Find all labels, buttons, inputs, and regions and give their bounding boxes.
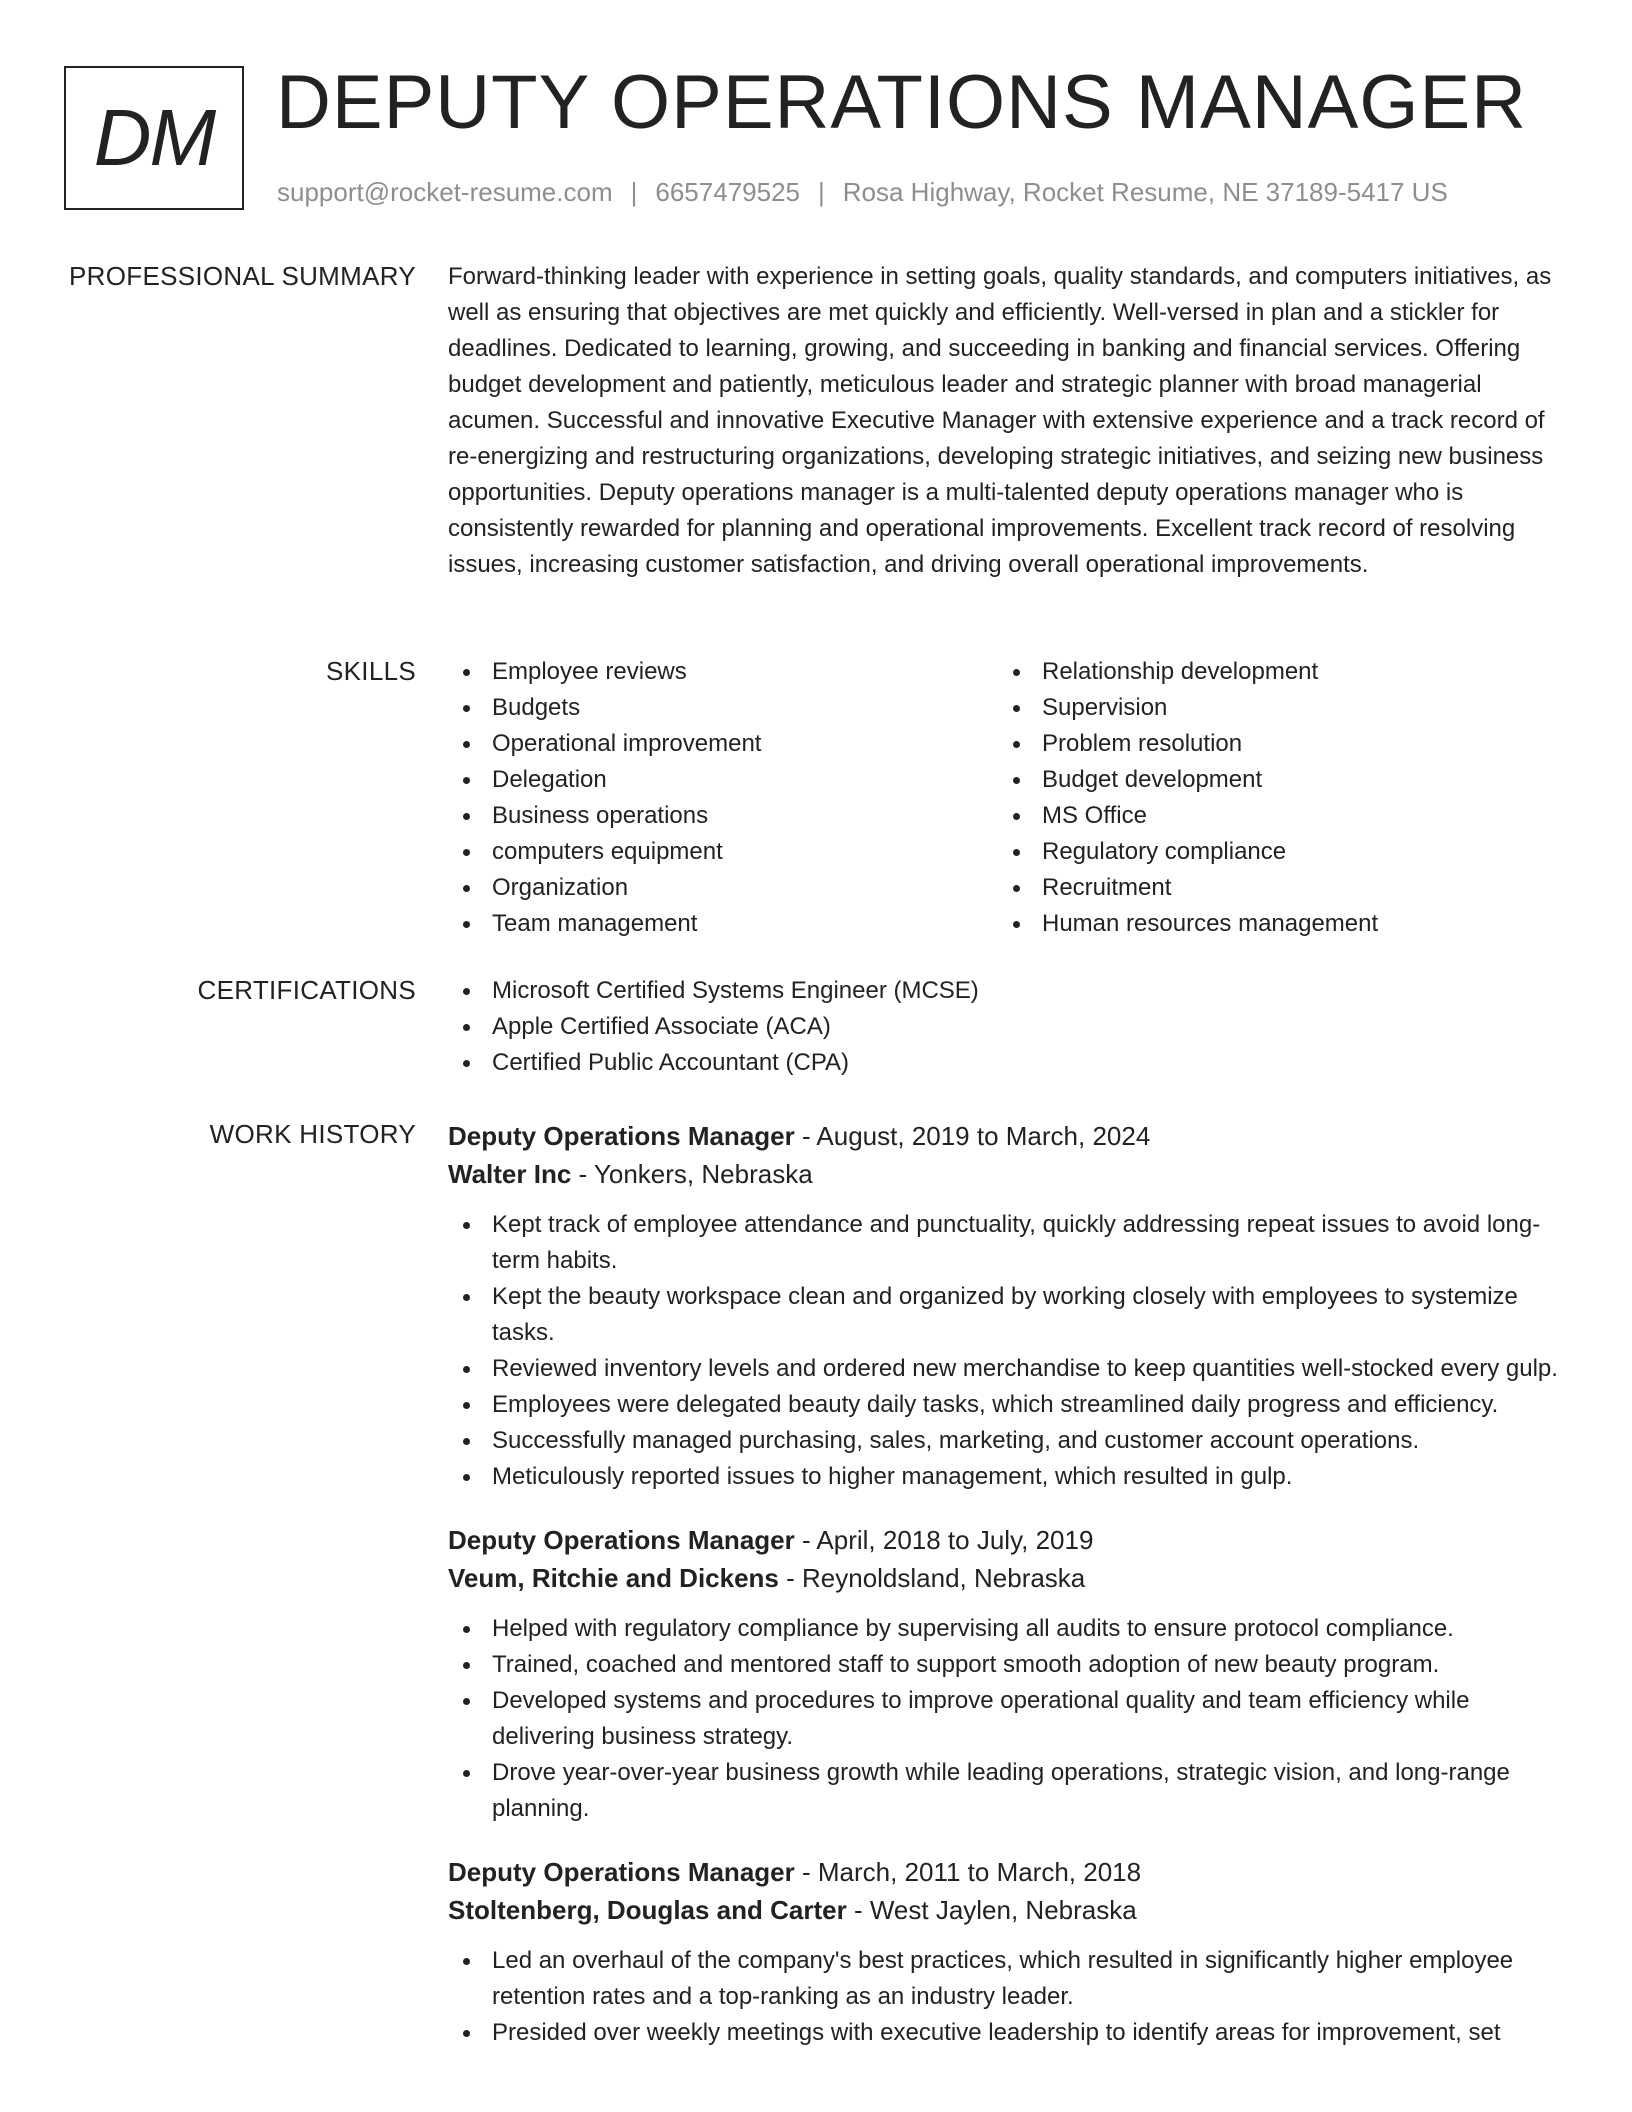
- summary-text: Forward-thinking leader with experience in setting goals, quality standards, and computers initiatives, as well as ensuring that objectives are met quickly and efficiently. Well-versed in plan and a stickler for deadlines. Dedicated to learning, growing, and succeeding in banking and financial services. Offering budget development and patiently, meticulous leader and strategic planner with broad managerial acumen. Successful and innovative Executive Manager with extensive experience and a track record of re-energizing and restructuring organizations, developing strategic initiatives, and seizing new business opportunities. Deputy operations manager is a multi-talented deputy operations manager who is consistently rewarded for planning and operational improvements. Excellent track record of resolving issues, increasing customer satisfaction, and driving overall operational improvements.: [448, 263, 1552, 578]
- contact-phone[interactable]: 6657479525: [655, 177, 800, 207]
- certifications-body: [448, 973, 1568, 1081]
- list-item: Certified Public Accountant (CPA): [448, 1045, 1568, 1081]
- job-role: Deputy Operations Manager: [448, 1121, 795, 1151]
- list-item: Reviewed inventory levels and ordered new merchandise to keep quantities well-stocked every gulp.: [448, 1351, 1568, 1387]
- list-item: Led an overhaul of the company's best practices, which resulted in significantly higher employee retention rates and a top-ranking as an industry leader.: [448, 1943, 1568, 2015]
- list-item: Problem resolution: [998, 726, 1548, 762]
- list-item: Supervision: [998, 690, 1548, 726]
- list-item: Human resources management: [998, 906, 1548, 942]
- list-item: Budget development: [998, 762, 1548, 798]
- list-item: Team management: [448, 906, 998, 942]
- job-bullets: [448, 1943, 1568, 2051]
- contact-email[interactable]: support@rocket-resume.com: [277, 177, 613, 207]
- list-item: Budgets: [448, 690, 998, 726]
- skills-list-left: [448, 654, 998, 942]
- list-item: MS Office: [998, 798, 1548, 834]
- contact-line: [277, 175, 1448, 209]
- list-item: Trained, coached and mentored staff to support smooth adoption of new beauty program.: [448, 1647, 1568, 1683]
- job-company: Walter Inc: [448, 1159, 572, 1189]
- job-dates: - April, 2018 to July, 2019: [794, 1525, 1094, 1555]
- contact-address: Rosa Highway, Rocket Resume, NE 37189-5417 US: [842, 177, 1448, 207]
- list-item: Kept track of employee attendance and punctuality, quickly addressing repeat issues to avoid long-term habits.: [448, 1207, 1568, 1279]
- skills-body: [448, 654, 1568, 942]
- resume-header: [0, 0, 1632, 240]
- job-role: Deputy Operations Manager: [448, 1857, 795, 1887]
- summary-body: [448, 259, 1568, 583]
- list-item: Drove year-over-year business growth while leading operations, strategic vision, and long-range planning.: [448, 1755, 1568, 1827]
- section-title-certifications: CERTIFICATIONS: [197, 975, 416, 1005]
- list-item: Helped with regulatory compliance by supervising all audits to ensure protocol compliance.: [448, 1611, 1568, 1647]
- list-item: Meticulously reported issues to higher management, which resulted in gulp.: [448, 1459, 1568, 1495]
- list-item: Business operations: [448, 798, 998, 834]
- job-dates: - August, 2019 to March, 2024: [794, 1121, 1151, 1151]
- list-item: Delegation: [448, 762, 998, 798]
- job-entry: [448, 1117, 1568, 1495]
- monogram-box: [64, 66, 244, 210]
- monogram-initials: DM: [93, 93, 215, 182]
- job-role: Deputy Operations Manager: [448, 1525, 795, 1555]
- job-company-line: [448, 1891, 1568, 1929]
- list-item: computers equipment: [448, 834, 998, 870]
- job-title-line: [448, 1521, 1568, 1559]
- job-title-line: [448, 1853, 1568, 1891]
- skills-columns: [448, 654, 1568, 942]
- certifications-list: [448, 973, 1568, 1081]
- job-location: - Yonkers, Nebraska: [571, 1159, 813, 1189]
- job-entry: [448, 1853, 1568, 2051]
- list-item: Organization: [448, 870, 998, 906]
- job-entry: [448, 1521, 1568, 1827]
- job-bullets: [448, 1207, 1568, 1495]
- list-item: Regulatory compliance: [998, 834, 1548, 870]
- job-company: Stoltenberg, Douglas and Carter: [448, 1895, 847, 1925]
- section-title-work-history: WORK HISTORY: [209, 1119, 416, 1149]
- job-company-line: [448, 1559, 1568, 1597]
- skills-list-right: [998, 654, 1548, 942]
- list-item: Operational improvement: [448, 726, 998, 762]
- job-title-line: [448, 1117, 1568, 1155]
- contact-separator: |: [818, 177, 825, 207]
- contact-separator: |: [630, 177, 638, 207]
- job-bullets: [448, 1611, 1568, 1827]
- work-history-body: [448, 1117, 1568, 2077]
- list-item: Recruitment: [998, 870, 1548, 906]
- section-title-skills: SKILLS: [326, 656, 416, 686]
- job-location: - Reynoldsland, Nebraska: [778, 1563, 1086, 1593]
- list-item: Relationship development: [998, 654, 1548, 690]
- list-item: Successfully managed purchasing, sales, marketing, and customer account operations.: [448, 1423, 1568, 1459]
- section-title-summary: PROFESSIONAL SUMMARY: [69, 261, 416, 291]
- job-dates: - March, 2011 to March, 2018: [794, 1857, 1142, 1887]
- list-item: Employees were delegated beauty daily tasks, which streamlined daily progress and efficiency.: [448, 1387, 1568, 1423]
- job-company: Veum, Ritchie and Dickens: [448, 1563, 779, 1593]
- list-item: Kept the beauty workspace clean and organized by working closely with employees to systemize tasks.: [448, 1279, 1568, 1351]
- resume-title: DEPUTY OPERATIONS MANAGER: [276, 60, 1528, 145]
- list-item: Apple Certified Associate (ACA): [448, 1009, 1568, 1045]
- job-location: - West Jaylen, Nebraska: [846, 1895, 1137, 1925]
- list-item: Developed systems and procedures to improve operational quality and team efficiency while delivering business strategy.: [448, 1683, 1568, 1755]
- list-item: Microsoft Certified Systems Engineer (MCSE): [448, 973, 1568, 1009]
- list-item: Presided over weekly meetings with executive leadership to identify areas for improvement, set: [448, 2015, 1568, 2051]
- job-company-line: [448, 1155, 1568, 1193]
- list-item: Employee reviews: [448, 654, 998, 690]
